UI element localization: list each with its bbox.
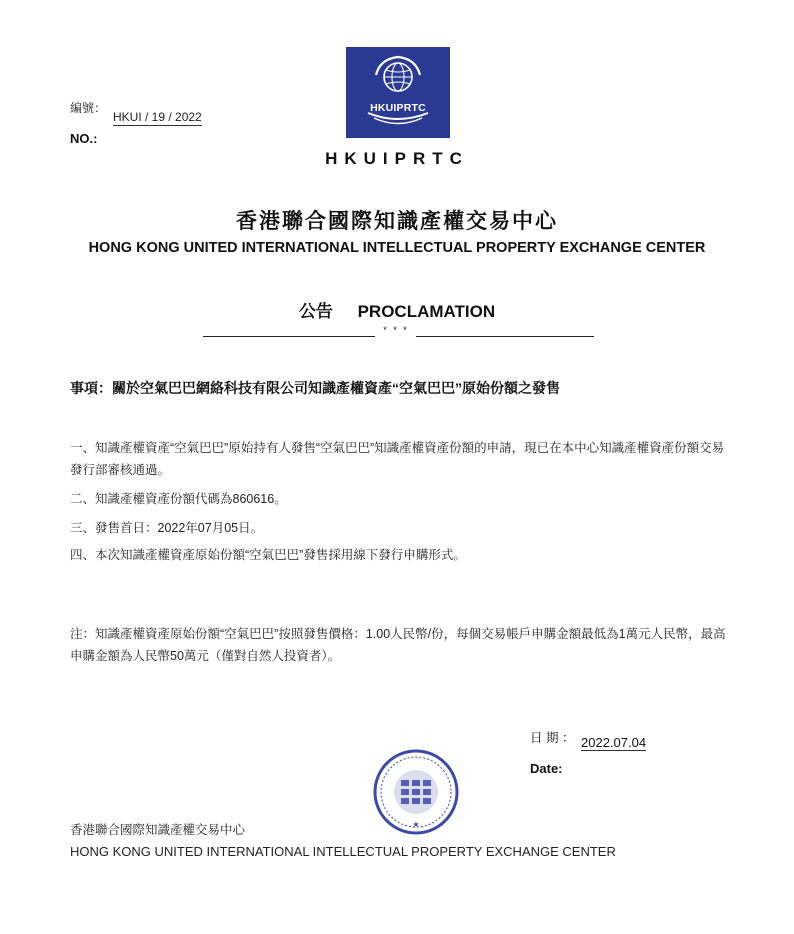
divider-line-right [416, 336, 594, 337]
date-value: 2022.07.04 [581, 735, 647, 750]
date-label-en: Date: [530, 761, 563, 776]
proclamation-en: PROCLAMATION [357, 302, 496, 321]
divider-line-left [203, 336, 375, 337]
org-title-zh: 香港聯合國際知識產權交易中心 [236, 210, 558, 233]
footer-org-en: HONG KONG UNITED INTERNATIONAL INTELLECTUAL PROPERTY EXCHANGE CENTER [70, 844, 616, 859]
ref-number: HKUI / 19 / 2022 [113, 110, 202, 124]
divider-stars: * * * [383, 325, 409, 335]
brand-name: HKUIPRTC [325, 149, 469, 168]
subject-line: 事項：關於空氣巴巴網絡科技有限公司知識產權資產“空氣巴巴”原始份額之發售 [70, 380, 560, 396]
proclamation-zh: 公告 [298, 302, 333, 321]
organization-logo [346, 47, 450, 138]
proclamation-heading [0, 297, 794, 322]
svg-text:★: ★ [412, 820, 420, 829]
ref-label-en: NO.: [70, 131, 98, 146]
org-title-en: HONG KONG UNITED INTERNATIONAL INTELLECTUAL PROPERTY EXCHANGE CENTER [88, 240, 706, 256]
globe-logo-icon [346, 47, 450, 138]
note-paragraph: 注：知識產權資產原始份額“空氣巴巴”按照發售價格：1.00人民幣/份，每個交易帳戶申購金額最低為1萬元人民幣，最高申購金額為人民幣50萬元（僅對自然人投資者）。 [70, 627, 726, 663]
date-label-zh: 日 期 ： [530, 731, 575, 745]
item-1: 一、知識產權資產“空氣巴巴”原始持有人發售“空氣巴巴”知識產權資產份額的申請，現已在本中心知識產權資產份額交易發行部審核通過。 [70, 441, 725, 477]
logo-text: HKUIPRTC [370, 102, 426, 114]
footer-org-zh: 香港聯合國際知識產權交易中心 [70, 823, 246, 837]
item-4: 四、本次知識產權資產原始份額“空氣巴巴”發售採用線下發行申購形式。 [70, 548, 466, 562]
official-seal [371, 747, 461, 842]
ref-label-zh: 編號： [70, 101, 107, 115]
item-3: 三、發售首日：2022年07月05日。 [70, 521, 264, 535]
item-2: 二、知識產權資產份額代碼為860616。 [70, 492, 287, 506]
seal-stamp-icon [371, 747, 461, 837]
